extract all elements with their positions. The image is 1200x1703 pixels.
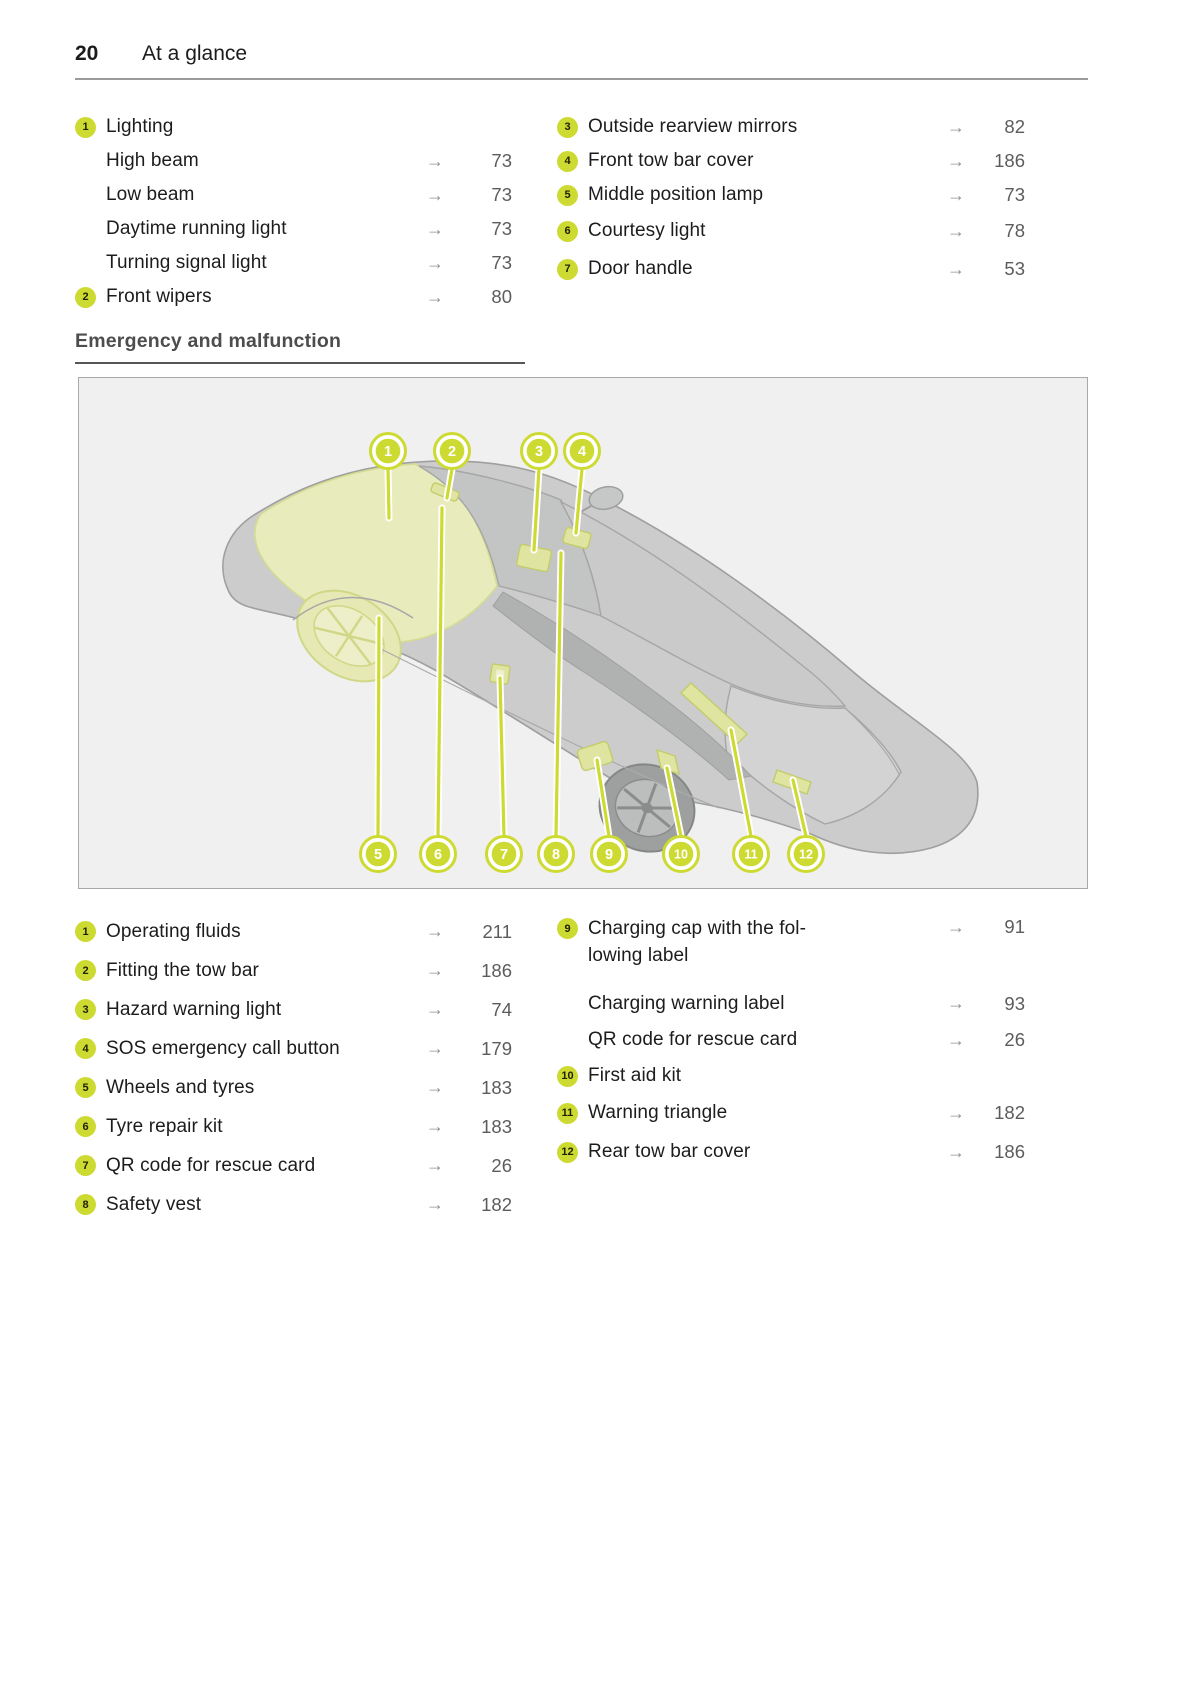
callout-number: 1 (383, 444, 393, 460)
page-ref-number: 182 (994, 1102, 1025, 1123)
item-label: SOS emergency call button (106, 1037, 340, 1059)
item-label (588, 915, 947, 969)
page-ref-number: 73 (491, 150, 512, 171)
page-ref-number: 53 (1004, 258, 1025, 279)
item-label: Warning triangle (588, 1102, 728, 1123)
page-title: At a glance (142, 42, 248, 65)
item-label: Hazard warning light (106, 998, 282, 1020)
callout-number: 6 (433, 847, 443, 863)
page-ref-arrow: → (426, 1155, 444, 1175)
list-item (557, 1132, 1025, 1172)
glance-list-top-right (557, 110, 1025, 288)
page-ref-arrow: → (947, 1029, 965, 1050)
item-label: High beam (106, 150, 199, 171)
list-item (75, 110, 512, 144)
list-item (557, 144, 1025, 178)
page-ref-arrow: → (426, 1077, 444, 1097)
item-badge: 9 (557, 918, 578, 939)
item-badge: 12 (557, 1142, 578, 1163)
list-item (75, 1146, 512, 1185)
list-item (557, 1058, 1025, 1094)
list-item (557, 912, 1025, 985)
item-label: Turning signal light (106, 252, 267, 273)
list-item (557, 110, 1025, 144)
page-ref-arrow: → (947, 220, 965, 241)
item-label: Rear tow bar cover (588, 1141, 751, 1162)
page-ref-number: 26 (1004, 1029, 1025, 1050)
page-ref-arrow: → (947, 916, 965, 937)
item-label-line1: Charging cap with the fol- (588, 918, 807, 939)
page-ref-number: 186 (994, 1141, 1025, 1162)
item-badge: 8 (75, 1194, 96, 1215)
callout-4 (565, 434, 600, 469)
item-label: Daytime running light (106, 218, 287, 239)
page-ref-arrow: → (426, 252, 444, 273)
page-ref-arrow: → (426, 1116, 444, 1136)
callout-number: 3 (534, 444, 544, 460)
list-item (75, 1029, 512, 1068)
callout-number: 12 (799, 847, 813, 862)
page-ref-number: 80 (491, 286, 512, 307)
page-ref-number: 211 (482, 920, 512, 942)
emergency-list-left (75, 912, 512, 1224)
callout-6 (421, 837, 456, 872)
item-badge: 6 (75, 1116, 96, 1137)
item-label: Courtesy light (588, 220, 706, 241)
item-label: Outside rearview mirrors (588, 116, 798, 137)
callout-number: 11 (744, 847, 758, 862)
callout-number: 10 (674, 847, 688, 862)
callout-2 (435, 434, 470, 469)
callout-5 (361, 837, 396, 872)
callout-number: 8 (551, 847, 561, 863)
list-item (557, 250, 1025, 288)
page-ref-number: 179 (481, 1037, 512, 1059)
page-ref-number: 93 (1004, 992, 1025, 1014)
callout-number: 2 (447, 444, 457, 460)
page-ref-arrow: → (947, 1141, 965, 1162)
list-item (75, 912, 512, 951)
car-body (223, 461, 978, 865)
header-rule (75, 78, 1088, 80)
item-badge: 2 (75, 287, 96, 308)
item-label: Front wipers (106, 286, 212, 307)
item-badge: 3 (75, 999, 96, 1020)
diagram-panel (78, 377, 1088, 889)
page-ref-arrow: → (426, 921, 444, 941)
list-item (75, 1107, 512, 1146)
callout-1 (371, 434, 406, 469)
item-label: Low beam (106, 184, 195, 205)
page-ref-number: 74 (491, 998, 512, 1020)
page-ref-arrow: → (947, 1102, 965, 1123)
emergency-list-right (557, 912, 1025, 1172)
item-badge: 2 (75, 960, 96, 981)
item-label: Operating fluids (106, 920, 241, 942)
list-item (557, 1094, 1025, 1132)
item-badge: 1 (75, 117, 96, 138)
page-ref-arrow: → (426, 1038, 444, 1058)
callout-10 (664, 837, 699, 872)
page-number: 20 (75, 42, 99, 65)
item-label: Charging warning label (588, 992, 785, 1014)
page-ref-number: 78 (1004, 220, 1025, 241)
list-item (557, 178, 1025, 212)
item-label: QR code for rescue card (106, 1154, 316, 1176)
page-ref-arrow: → (947, 184, 965, 205)
page-ref-number: 183 (481, 1076, 512, 1098)
list-item (75, 990, 512, 1029)
list-item (75, 951, 512, 990)
item-badge: 4 (557, 151, 578, 172)
item-label: Front tow bar cover (588, 150, 754, 171)
item-label: First aid kit (588, 1065, 682, 1086)
page-ref-number: 73 (491, 252, 512, 273)
callout-7 (487, 837, 522, 872)
item-badge: 7 (557, 259, 578, 280)
page-ref-arrow: → (426, 218, 444, 239)
item-badge: 11 (557, 1103, 578, 1124)
page-ref-number: 82 (1004, 116, 1025, 137)
page-ref-arrow: → (426, 286, 444, 307)
list-item (75, 144, 512, 178)
callout-number: 9 (604, 847, 614, 863)
page-ref-arrow: → (426, 150, 444, 171)
page-ref-arrow: → (947, 116, 965, 137)
item-label: Middle position lamp (588, 184, 764, 205)
list-item (75, 280, 512, 314)
page-ref-number: 91 (1004, 916, 1025, 937)
callout-12 (789, 837, 824, 872)
page-ref-number: 73 (491, 184, 512, 205)
page-ref-arrow: → (947, 258, 965, 279)
list-item (75, 178, 512, 212)
page-ref-number: 73 (1004, 184, 1025, 205)
page-ref-arrow: → (426, 999, 444, 1019)
list-item (557, 1022, 1025, 1058)
page-ref-arrow: → (947, 993, 965, 1013)
item-label: QR code for rescue card (588, 1029, 798, 1050)
page-ref-number: 73 (491, 218, 512, 239)
item-badge: 5 (557, 185, 578, 206)
item-label: Door handle (588, 258, 693, 279)
item-badge: 4 (75, 1038, 96, 1059)
item-label: Wheels and tyres (106, 1076, 255, 1098)
list-item (75, 246, 512, 280)
item-badge: 6 (557, 221, 578, 242)
page-ref-number: 26 (491, 1154, 512, 1176)
callout-8 (539, 837, 574, 872)
page-ref-number: 182 (481, 1193, 512, 1215)
page-ref-number: 183 (481, 1115, 512, 1137)
page-ref-number: 186 (994, 150, 1025, 171)
list-item (75, 1068, 512, 1107)
callout-11 (734, 837, 769, 872)
glance-list-top-left (75, 110, 512, 314)
callout-3 (522, 434, 557, 469)
page-ref-arrow: → (426, 184, 444, 205)
item-label: Tyre repair kit (106, 1115, 223, 1137)
section-heading: Emergency and malfunction (75, 330, 525, 364)
page-ref-number: 186 (481, 959, 512, 981)
car-illustration (79, 378, 1087, 888)
item-badge: 7 (75, 1155, 96, 1176)
page-ref-arrow: → (426, 1194, 444, 1214)
item-label: Lighting (106, 116, 174, 137)
callout-number: 4 (577, 444, 587, 460)
callout-number: 5 (373, 847, 383, 863)
item-badge: 1 (75, 921, 96, 942)
item-badge: 3 (557, 117, 578, 138)
item-label: Safety vest (106, 1193, 202, 1215)
callout-9 (592, 837, 627, 872)
page-ref-arrow: → (426, 960, 444, 980)
list-item (557, 212, 1025, 250)
page-ref-arrow: → (947, 150, 965, 171)
item-badge: 5 (75, 1077, 96, 1098)
item-badge: 10 (557, 1066, 578, 1087)
list-item (75, 1185, 512, 1224)
item-label-line2: lowing label (588, 945, 689, 966)
list-item (75, 212, 512, 246)
callout-number: 7 (499, 847, 509, 863)
item-label: Fitting the tow bar (106, 959, 259, 981)
list-item (557, 985, 1025, 1022)
